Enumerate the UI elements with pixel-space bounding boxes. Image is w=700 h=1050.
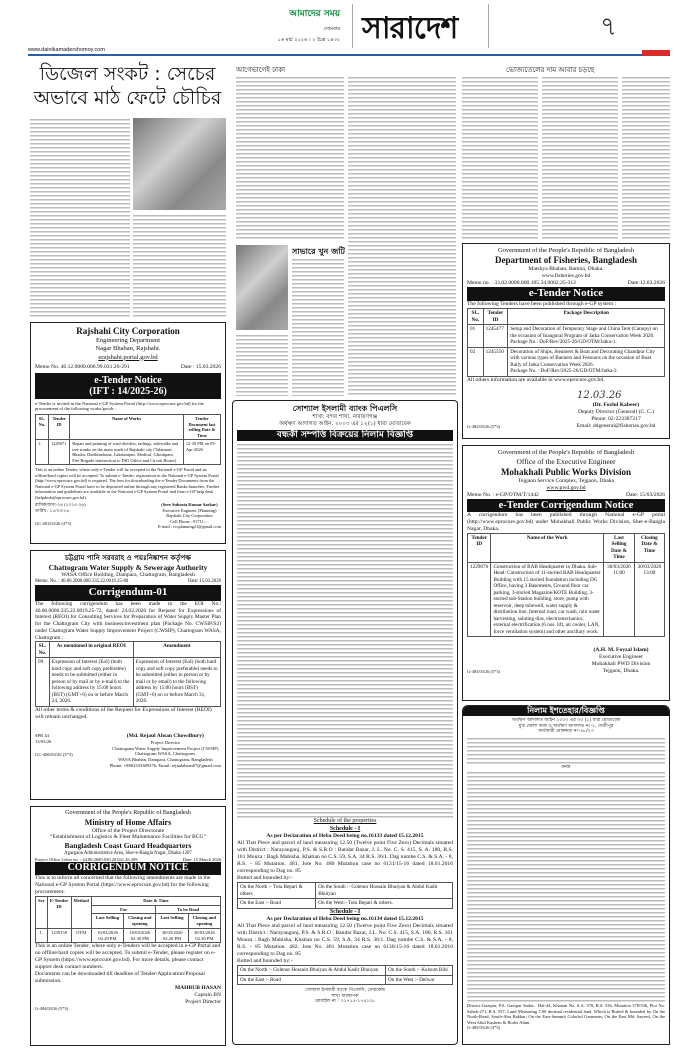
th: Tender Document last selling Date & Time — [183, 415, 220, 440]
td: On the North :- Tota Bepari & others — [238, 883, 316, 899]
law: অর্থঋণ আদালত আইন, ২০০৩ এর ১২(১) ধারা মোতাবেক — [279, 420, 411, 427]
footer-title: শাখা ব্যবস্থাপক — [331, 993, 359, 999]
title: e-Tender Notice — [467, 287, 665, 301]
headline-savar: সাভারে খুন জটি — [292, 247, 345, 256]
addr: WASA Office Building, Dampara, Chattogram, Bangladesh — [61, 572, 195, 579]
project: “Establishment of Logistics & Fleet Maintenance Facilities for BCG” — [50, 834, 206, 841]
title: বন্ধকী সম্পত্তি বিক্রয়ের নিলাম বিজ্ঞপ্তি — [237, 430, 453, 441]
office: Office of the Executive Engineer — [516, 457, 616, 467]
org: Chattogram Water Supply & Sewerage Authority — [48, 562, 208, 572]
signer-title: Executive Engineer (Planning) — [162, 507, 217, 513]
td: On the East :- Road — [238, 975, 386, 985]
gc-code: G-482/03/26 (5*3) — [467, 423, 501, 429]
signer-title: Executive Engineer — [599, 654, 643, 661]
td: Expression of Interest (EoI) (both hard copy and soft copy preferable) needs to be submitted (either in person or by mail or by email) to the following address by 15:00 hours (BST) (GMT+6) on or before March 31, 2026. — [133, 658, 220, 707]
td: 1245477 — [483, 325, 508, 348]
td: 1229076 — [468, 562, 491, 637]
title: Corrigendum-01 — [35, 585, 221, 601]
body-text — [236, 334, 288, 396]
th: Last Selling — [91, 914, 123, 928]
td: On the North :- Golenur Hossain Bhuiyan & Abdul Kadir Bhuiyan — [238, 966, 386, 976]
td: On the East :- Road — [238, 899, 316, 909]
th: SL. No. — [36, 642, 50, 658]
gc-code: GC-481/03/26 (4*3) — [35, 521, 71, 527]
body-text — [133, 214, 226, 318]
th: Ser — [36, 896, 48, 928]
office: Office of the Project Directorate — [91, 827, 165, 834]
th: Amendment — [133, 642, 220, 658]
law: অর্থঋণ আদালত আইন ২০০৩ এর ৩৩ (১) ধারা মোতাবেক — [511, 718, 621, 723]
schedule-2-text: All That Piece and parcel of land measuring 12.50 (Twelve point Five Zero) Decimals situated with District : Narayangonj, P.S. & S.R.O : Bandar Bazar, J.L. No. C.S. 415, S.A. 180, R.S. 161 Mouza : Bagh Mahisha, Khatian no C.S. 59, S.A. 34 R.S. 36/1. Dag numbe C.S. & S.A. - 8, R.S. - 85 Mutation. 482, Jote No. 481 Mutation case no 6130/15-16 dated 18.01.2016 corresponding to Dag no. 85 — [237, 923, 453, 958]
signer: (Sree Subrata Kumar Sarkar) — [161, 502, 218, 508]
body-text — [237, 443, 453, 818]
body-text — [542, 76, 618, 241]
org-bn: চট্টগ্রাম পানি সরবরাহ ও পয়ঃনিষ্কাশন কর্তৃপক্ষ — [65, 554, 191, 562]
date: Date:12.03.2026 — [627, 280, 665, 287]
signer: (A.H. M. Foyzal Islam) — [593, 647, 649, 654]
signer: (Dr. Fozlul Kabeer) — [592, 402, 640, 409]
title: CORRIGENDUM NOTICE — [35, 862, 221, 875]
gov: Government of the People's Republic of Bangladesh — [65, 810, 191, 816]
memo: Memo No. 46.12.0000.006.99.031.26-291 — [35, 363, 130, 370]
th: Tender ID — [468, 533, 491, 562]
td: 1239159 — [47, 928, 71, 942]
th: Closing Date & Time — [634, 533, 664, 562]
schedule-heading: Schedule of the properties — [313, 818, 377, 825]
td: OTM — [71, 928, 91, 942]
td: On the West :- Delwar — [386, 975, 453, 985]
th: Tender ID — [483, 309, 508, 325]
signer: MAHBUB HASAN — [174, 985, 221, 992]
spr-no: 44 — [44, 732, 49, 738]
addr: Matshya Bhaban, Ramna, Dhaka. — [528, 266, 604, 273]
body-text — [30, 118, 130, 213]
signer-title: Project Director — [185, 999, 221, 1006]
td: On the South :- Kulsum Bibi — [386, 966, 453, 976]
notice-wasa — [30, 550, 226, 800]
butted: Butted and bounded by:- — [237, 958, 293, 965]
signer-email: Email: ddgeneral@fisheries.gov.bd — [576, 423, 656, 429]
divider — [352, 4, 353, 48]
package-no: Package No. : DoF/Rev/2025-26/GD/OTM/Jatka-2. — [510, 368, 618, 375]
case-no: অর্থজারী মোকদ্দমা নং-৪৮/২৩ — [538, 729, 594, 735]
website[interactable]: www.dainikamadershomoy.com — [28, 47, 105, 53]
ministry: Ministry of Home Affairs — [84, 817, 172, 827]
org: Department of Fisheries, Bangladesh — [495, 255, 637, 266]
memo: Memo no. : 33.02.0000.000.105.34.0002.25-312 — [467, 280, 576, 287]
butted: Butted and bounded by:- — [237, 875, 293, 882]
td: 30/03/2026 02.20 PM — [156, 928, 188, 942]
signer-org2: Chattogram WASA, Chattogram. — [134, 751, 196, 757]
gc-code: G-484/03/26 (5*3) — [35, 1006, 69, 1012]
date: Date : 15.03.2026 — [180, 363, 221, 370]
td: 1245550 — [483, 347, 508, 376]
body-text — [462, 76, 538, 241]
signer-contact: Phone: +8802333389376, Email: rejaulahsan87@gmail.com — [109, 762, 221, 768]
title-ift: (IFT : 14/2025-26) — [89, 385, 167, 397]
note: All others information are available in www.eprocure.gov.bd. — [467, 376, 605, 383]
notice-pwd — [462, 445, 670, 701]
branch: শাখা: বন্দর শাখা, নারায়ণগঞ্জ — [312, 414, 378, 420]
rule-accent — [642, 50, 670, 56]
td: 30/03/2026 13:00 — [634, 562, 664, 637]
th: Tender ID — [49, 415, 70, 440]
intro: e-Tender is invited in the National e-GP System Portal (http://www.eprocure.gov.bd) for the procurement of the following works/goods : — [35, 400, 204, 412]
th: To be Read — [156, 905, 221, 914]
court: যুগ্ম জেলা জজ ও অর্থঋণ আদালত নং-২, গাজীপুর — [518, 723, 614, 729]
day: সোমবার — [323, 26, 340, 32]
signer-phone: Phone: 02-223387217 — [591, 416, 641, 423]
td: On the South :- Golenur Hossain Bhuiyan & Abdul Kadir Bhuiyan — [316, 883, 453, 899]
date: Date: 15.03.2026 — [187, 579, 221, 585]
th: Date & Time — [91, 896, 220, 905]
gc-code: GC-486/03/26 (5*3) — [35, 752, 73, 758]
intro: The following corrigendum has been made to the EOI No.: 46.06.0000.335.22.0019.25-72, dated: 24.02.2026 for Request for Expressions of Interest (REOI) for Consulting Services for Preparation of Water Supply Master Plan for the Chattogram City with business/investment plan (Package No. CWSIP/S2) under Chattogram Water Supply Improvement Project (CWSIP), Chattogram WASA, Chattogram : — [35, 600, 221, 641]
date: Date: 15/03/2026 — [626, 491, 665, 498]
th: Last Selling — [156, 914, 188, 928]
body-text — [236, 76, 344, 241]
th: Closing and opening — [188, 914, 220, 928]
photo — [133, 118, 226, 210]
td: Construction of RAB Headquarter in Dhaka. Sub-Head: Construction of 11-storied RAB Headquarter Building with 15 storied foundation including DG Office, having 3 Basements, Ground floor car parking, 3-storied Magazine/KOTE Building, 3-storied sub-Station building, store, pump with reservoir, deep tubewell, water supply & distribution line, Internal road, car wash, rain water harvesting, saluting dias, electromechanics, external electrification (6 nos. lift, air cooler, LAN, force ventilation system) and other ancillary work. — [491, 562, 604, 637]
th: Closing and opening — [124, 914, 156, 928]
notice-fisheries — [462, 243, 670, 439]
signer-email: E-mail : rccplanning21@gmail.com — [157, 524, 221, 530]
body-text — [467, 737, 665, 765]
schedule-1-heading: As per Declaration of Heba Deed being no.16133 dated 15.12.2015 — [266, 833, 424, 840]
note2: Documents can be downloaded till deadline of Tender/Application/Proposal submission. — [35, 971, 205, 985]
signature: 12.03.26 — [577, 389, 622, 401]
body-text — [292, 258, 344, 396]
notice-bank-auction — [232, 400, 458, 1045]
td: Expression of Interest (EoI) (both hard copy and soft copy preferable) needs to be submitted (either in person or by mail or by e-mail) to the following address by 15:00 hours (BST) (GMT+6) on or before March 24, 2026. — [49, 658, 133, 707]
td: On the West:- Tota Bepari & others. — [316, 899, 453, 909]
memo: Memo No. : e-GP/OTM/T/1442 — [467, 491, 539, 498]
addr: Nagar Bhaban, Rajshahi. — [95, 345, 161, 353]
gc-code: G-483/03/26 (5*3) — [467, 669, 501, 675]
td: 02 — [468, 347, 484, 376]
intro: A corrigendum has been published through National e-GP portal (http://www.eprocure.gov.bd) under Mohakhali Public Works Division, Sher-e-Bangla Nagar, Dhaka. — [467, 511, 665, 532]
th: For — [91, 905, 156, 914]
signer-phone: Cell Phone : 01711-... — [170, 518, 209, 524]
th: SL. No. — [468, 309, 484, 325]
table-row — [36, 440, 221, 465]
gc-code: G-485/03/26 (4*3) — [467, 1025, 501, 1031]
signer-org: Mohakhali PWD Division — [591, 661, 651, 668]
body-text — [622, 76, 670, 241]
note: All other terms & conditions of the Request for Expressions of Interest (REOI) will remain unchanged. — [35, 706, 212, 720]
td: 30/03/2026 11:00 — [604, 562, 635, 637]
note: This is an online Tender, where only e-Tenders will be accepted in e-GP Portal and no offline/hard copies will be accepted. To submit e-Tender, please register on e-GP System (https://www.eprocure.gov.bd). For more details, please contact support desk contact numbers. — [35, 943, 221, 971]
title: e-Tender Notice — [94, 374, 162, 386]
th: E-Tender ID — [47, 896, 71, 928]
logo: আমাদের সময় — [289, 9, 340, 19]
date: Date: 15 March 2026 — [182, 856, 221, 862]
td: 12-30 PM on 05-Apr-2026 — [183, 440, 220, 465]
schedule-2-heading: As per Declaration of Heba Deed being no.16134 dated 15.12.2015 — [266, 916, 424, 923]
schedule-text: District-Gazipur, P.S. Gazipur Sadar... Hal-44, Khatian No. S.A. 378, R.S. 536, Mutation 378/336, Plot No. Sabek-271, R.S. 557, Land Measuring 7.00 decimal residential land. Which is Butted & bounded by On the North-Road; South-Abu Bakkar; On the East-Summit Colorful Garments; On the East Md. Sayeed, On the West Abul Kashem & Boder Alam. — [467, 1002, 665, 1025]
versus: বনাম — [561, 765, 571, 771]
td: 1. — [36, 928, 48, 942]
note: This is an online Tender, where only e-Tender will be accepted in the National e-GP Portal and no offline/hard copies will be accepted. To submit e-Tender, registration in the National e-GP System Portal (http://www.eprocure.gov.bd) is required. The fees for downloading the e-Tender Documents from the National e-GP System Portal have to be deposited online through any registered Banks branches. Further information and guidelines are available in the National e-GP System Portal and from e-GP help desk (helpdesk@eprocure.gov.bd). — [35, 467, 220, 500]
package-no: Package No.: DoF/Rev/2025-26/GD/OTM/Jatka-1. — [510, 339, 617, 346]
addr: Agargaon Administrative Area, Sher-e-Bangla Nagar, Dhaka-1207 — [64, 850, 192, 856]
rule — [28, 54, 668, 56]
ref: রাসিক/জসং-২৪ (২০২৫-২৬) — [35, 502, 86, 508]
section-title: সারাদেশ — [362, 11, 458, 46]
spr: SPR — [35, 732, 44, 738]
web-link[interactable]: www.pwd.gov.bd — [546, 484, 586, 491]
notice-rajshahi — [30, 322, 226, 544]
org: Bangladesh Coast Guard Headquarters — [64, 841, 192, 851]
signer-addr: WASA Bhaban, Dampara, Chattogram, Bangladesh — [117, 757, 213, 762]
signer-title: Project Director — [150, 739, 181, 745]
bank-name: সোশ্যাল ইসলামী ব্যাংক পিএলসি — [292, 404, 398, 413]
td: Decoration of Ships, Steamers & Boat and Decorating Chandpur City with various types of Banners and Festoons on the occasion of Boat Rally of Jatka Conservation Week 2026. — [510, 348, 655, 368]
table-row — [468, 325, 665, 348]
schedule-2: Schedule - I — [329, 908, 361, 915]
notice-coast-guard — [30, 806, 226, 1046]
td: Setup and Decoration of Temporary Stage and China Tent (Canopy) on the occasion of Inaugural Program of Jatka Conservation Week 2026. — [510, 326, 658, 339]
td: Repair and painting of road dividers, railings, sidewalks and tree trunks on the main roads of Rajshahi city (Talaimari, Bhadra, Durikharbona, Lakshmipur, Medical, Ghoshpara, Fire Brigade intersection to DIG Office and Circuit House). — [70, 440, 184, 465]
page-number: ৭ — [600, 12, 617, 42]
divider — [488, 4, 489, 48]
th: Name of the Work — [491, 533, 604, 562]
headline-oil: ভোজ্যতেলের দাম আবার চড়ছে — [506, 66, 595, 74]
signer-org: Chattogram Water Supply Improvement Project (CWSIP) — [112, 745, 219, 751]
org: Mohakhali Public Works Division — [500, 466, 632, 477]
table-row — [36, 928, 221, 942]
table-row — [36, 658, 221, 707]
signer-title: Deputy Director (General) (C. C.) — [577, 409, 655, 416]
footer-bank: সোশ্যাল ইসলামী ব্যাংক পিএলসি, সেবাকেন্দ্র — [304, 988, 386, 993]
photo — [236, 245, 288, 330]
table-row — [468, 347, 665, 376]
schedule-1-text: All That Piece and parcel of land measuring 12.50 (Twelve point Five Zero) Decimals situated with District : Narayangonj, P.S. & S.R.O : Bandar Bazar, J. L. No. C. S. 415, S. A. 180, R.S. 161 Mouza : Bagh Mahisha, Khatian no C.S. 59, S.A. 34 R.S. 36/1. Dag numbe C.S. & S.A. - 8, R.S. - 85 Mutation. 481, Jote No. 480 Mutation case no 6131/15-16 dated 18.01.2016 corresponding to Dag no. 85 — [237, 840, 453, 875]
body-text — [348, 76, 456, 396]
memo: Memo. No. : 46.06.2000.000.335.22.0019.25-80 — [35, 579, 129, 585]
gov: Government of the People's Republic of Bangladesh — [497, 449, 635, 456]
footer-phone: মোবাইল নং : ০১৭১৫-১৭৪১২৮ — [314, 999, 376, 1005]
th: SL. No. — [36, 415, 49, 440]
th: Package Description — [508, 309, 665, 325]
th: As mentioned in original REOI — [49, 642, 133, 658]
ref-date: তারিখ : ১৫/০৩/২৬ — [35, 507, 70, 513]
signer-addr: Tejgaon, Dhaka. — [602, 668, 640, 675]
title: e-Tender Corrigendum Notice — [467, 499, 665, 512]
td: 01 — [468, 325, 484, 348]
intro: This is to inform all concerned that the following amendments are made in the National e-GP System Portal (https://www.eprocure.gov.bd) for the following procurement: — [35, 874, 211, 895]
dept: Engineering Department — [95, 337, 161, 345]
table-row — [468, 562, 665, 637]
th: Method — [71, 896, 91, 928]
addr: Tejgaon Service Complex, Tejgaon, Dhaka — [517, 477, 615, 484]
td: 09. — [36, 658, 50, 707]
org: Rajshahi City Corporation — [76, 326, 180, 336]
th: Last Selling Date & Time — [604, 533, 635, 562]
signer-rank: Captain BN — [194, 992, 221, 999]
headline-diesel: ডিজেল সংকট : সেচের অভাবে মাঠ ফেটে চৌচির — [33, 63, 222, 109]
td: 30/03/2026 02.30 PM — [188, 928, 220, 942]
spr-date: 15/03/26 — [35, 738, 52, 744]
signer: (Md. Rejaul Ahsan Chowdhury) — [126, 732, 204, 739]
web-link[interactable]: erajshahi.portal.gov.bd — [98, 353, 158, 361]
schedule-1: Schedule - I — [329, 825, 361, 832]
gov: Government of the People's Republic of Bangladesh — [497, 247, 635, 254]
date: ১৬ মার্চ ২০২৬ । ২ চৈত্র ১৪৩২ — [277, 37, 340, 43]
td: 1. — [36, 440, 49, 465]
th: Name of Works — [70, 415, 184, 440]
td: 16/03/2026 02.30 PM — [124, 928, 156, 942]
td: 1245071 — [49, 440, 70, 465]
body-text — [30, 214, 130, 318]
headline-dhaka: আগেভাগেই ঢাকা — [236, 66, 285, 74]
signer-org: Rajshahi City Corporation — [166, 513, 213, 519]
td: 16/03/2026 02.20 PM — [91, 928, 123, 942]
title: নিলাম ইশতেহার/বিজ্ঞপ্তি — [463, 706, 669, 716]
body-text — [467, 771, 665, 1003]
letter-no: Project Office Letter no. : 44.08.2680.030.20.031.26.209 — [35, 856, 138, 862]
web-link[interactable]: www.fisheries.gov.bd — [541, 273, 591, 280]
notice-auction-court — [462, 705, 670, 1045]
intro: The following Tenders have been published through e-GP system : — [467, 301, 617, 308]
